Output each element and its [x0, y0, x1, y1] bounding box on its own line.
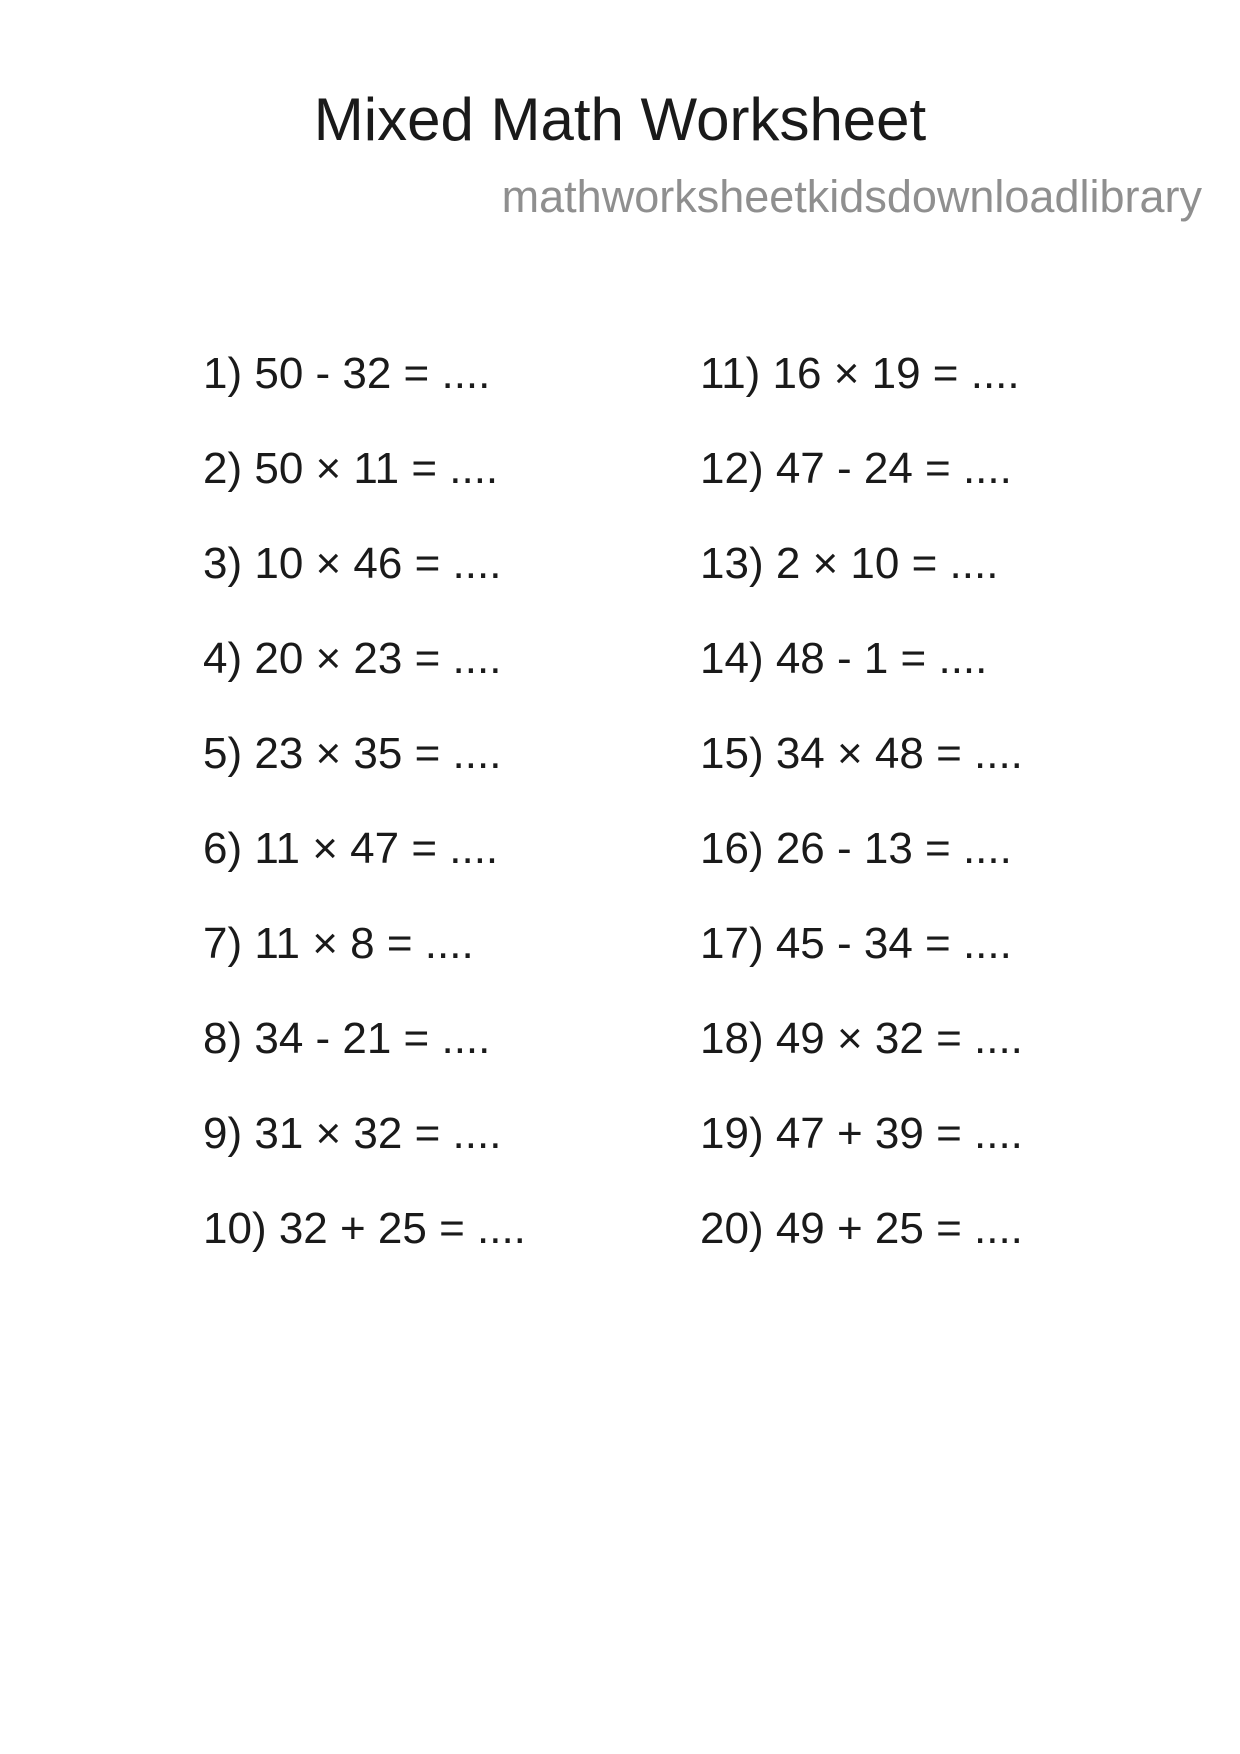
problem-16: 16) 26 - 13 = .... — [700, 824, 1012, 874]
problem-8: 8) 34 - 21 = .... — [203, 1014, 491, 1064]
problem-9: 9) 31 × 32 = .... — [203, 1109, 502, 1159]
problem-6: 6) 11 × 47 = .... — [203, 824, 499, 874]
problem-2: 2) 50 × 11 = .... — [203, 443, 499, 493]
problem-14: 14) 48 - 1 = .... — [700, 633, 988, 683]
problems-column-left — [203, 326, 526, 1277]
problem-3: 3) 10 × 46 = .... — [203, 538, 502, 588]
page-title: Mixed Math Worksheet — [313, 86, 927, 153]
problem-5: 5) 23 × 35 = .... — [203, 728, 502, 778]
problem-20: 20) 49 + 25 = .... — [700, 1204, 1023, 1254]
problem-19: 19) 47 + 39 = .... — [700, 1109, 1023, 1159]
problem-13: 13) 2 × 10 = .... — [700, 538, 999, 588]
problem-11: 11) 16 × 19 = .... — [700, 348, 1020, 398]
problem-10: 10) 32 + 25 = .... — [203, 1204, 526, 1254]
problem-4: 4) 20 × 23 = .... — [203, 633, 502, 683]
problem-17: 17) 45 - 34 = .... — [700, 919, 1012, 969]
problem-12: 12) 47 - 24 = .... — [700, 443, 1012, 493]
watermark-text: mathworksheetkidsdownloadlibrary — [501, 171, 1202, 222]
problem-15: 15) 34 × 48 = .... — [700, 728, 1023, 778]
problem-7: 7) 11 × 8 = .... — [203, 919, 474, 969]
problem-18: 18) 49 × 32 = .... — [700, 1014, 1023, 1064]
problems-column-right — [700, 326, 1023, 1277]
problem-1: 1) 50 - 32 = .... — [203, 348, 491, 398]
